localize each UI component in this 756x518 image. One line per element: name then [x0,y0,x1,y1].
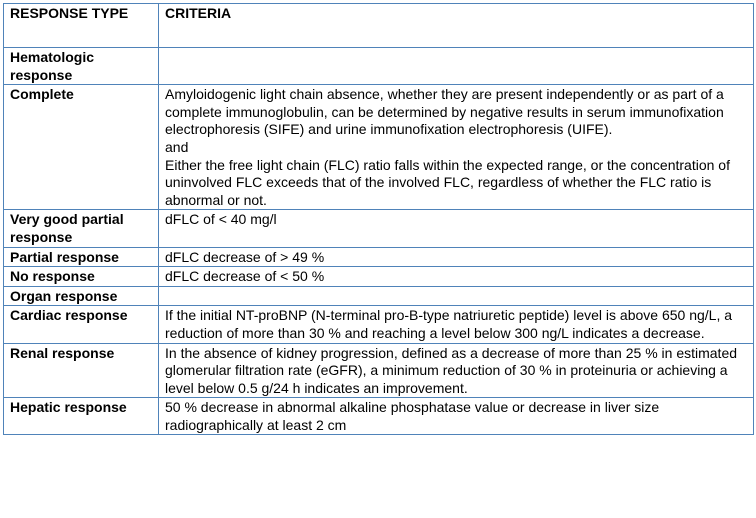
table-row-hematologic [4,48,754,85]
criteria-text: 50 % decrease in abnormal alkaline phosphatase value or decrease in liver size radiographically at least 2 cm [165,399,660,433]
row-label: Partial response [4,247,159,267]
table-row-no-response [4,267,754,287]
row-label: Renal response [4,343,159,398]
row-criteria [159,247,754,267]
row-criteria [159,286,754,306]
criteria-text: Amyloidogenic light chain absence, whether they are present independently or as part of a complete immunoglobulin, can be determined by negative results in serum immunofixation electrophoresis (SIFE) and urine immunofixation electrophoresis (UIFE). [165,86,724,138]
header-response-type: RESPONSE TYPE [4,4,159,48]
table-row-cardiac [4,306,754,343]
row-criteria [159,306,754,343]
row-criteria [159,48,754,85]
criteria-text: If the initial NT-proBNP (N-terminal pro-B-type natriuretic peptide) level is above 650 ng/L, a reduction of more than 30 % and reaching a level below 300 ng/L indicates a decrease. [165,307,733,341]
header-row [4,4,754,48]
response-criteria-table [3,3,754,435]
criteria-text: Either the free light chain (FLC) ratio falls within the expected range, or the concentration of uninvolved FLC exceeds that of the involved FLC, regardless of whether the FLC ratio is abnormal or not. [165,156,730,208]
row-label: Cardiac response [4,306,159,343]
table-row-renal [4,343,754,398]
criteria-text: In the absence of kidney progression, defined as a decrease of more than 25 % in estimated glomerular filtration rate (eGFR), a minimum reduction of 30 % in proteinuria or achieving a level below 0.5 g/24 h indicates an improvement. [165,344,738,396]
criteria-text: and [165,138,189,155]
table-row-organ [4,286,754,306]
row-criteria [159,85,754,210]
row-criteria [159,398,754,435]
row-label: Organ response [4,286,159,306]
row-criteria [159,267,754,287]
criteria-text: dFLC decrease of > 49 % [165,248,325,265]
row-label: Hematologic response [4,48,159,85]
table-row-hepatic [4,398,754,435]
row-label: Complete [4,85,159,210]
criteria-text: dFLC decrease of < 50 % [165,268,325,285]
row-label: Hepatic response [4,398,159,435]
row-criteria [159,210,754,247]
criteria-text: dFLC of < 40 mg/l [165,211,277,228]
table-row-very-good-partial [4,210,754,247]
row-criteria [159,343,754,398]
row-label: No response [4,267,159,287]
header-criteria: CRITERIA [159,4,754,48]
row-label: Very good partial response [4,210,159,247]
table-row-complete [4,85,754,210]
table-row-partial [4,247,754,267]
